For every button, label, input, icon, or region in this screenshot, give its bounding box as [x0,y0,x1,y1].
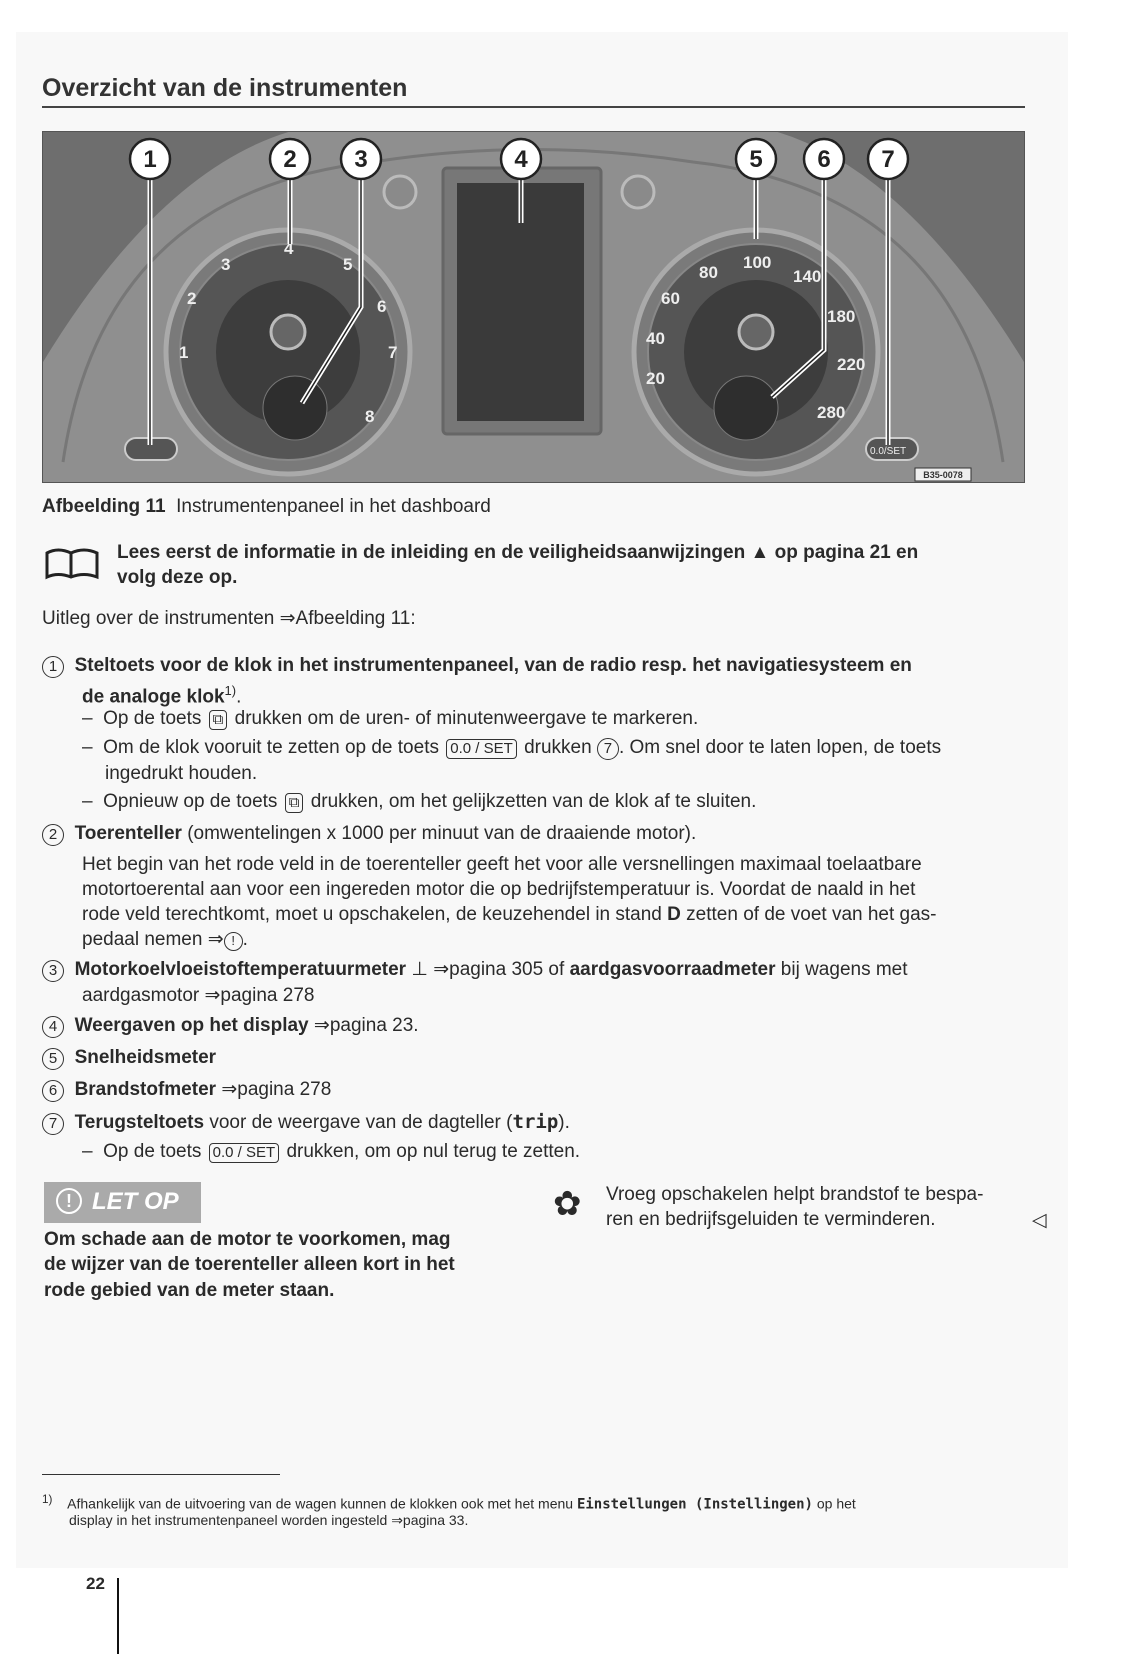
item-title: Weergaven op het display [74,1015,309,1036]
item-3 [42,958,908,982]
item-title: Brandstofmeter [74,1079,217,1100]
caption-label: Afbeelding 11 [42,496,166,517]
page-title: Overzicht van de instrumenten [42,74,408,102]
exclamation-icon: ! [56,1188,82,1214]
item-2-para-line: Het begin van het rode veld in de toerenteller geeft het voor alle versnellingen maximaal toelaatbare [82,854,922,875]
clock-key-icon: ⧉ [209,710,228,730]
clock-key-icon: ⧉ [285,793,304,813]
end-triangle-icon: ◁ [1032,1210,1047,1231]
item-3-cont: aardgasmotor ⇒pagina 278 [82,985,315,1006]
footnote-code: Einstellungen (Instellingen) [576,1496,813,1513]
item-2 [42,822,696,846]
page-margin-line [117,1578,119,1654]
para-text: D [667,904,681,925]
warning-line: Om schade aan de motor te voorkomen, mag [44,1229,451,1250]
book-icon [44,545,100,586]
item-6 [42,1078,331,1102]
item-1-step-2-cont: ingedrukt houden. [105,763,258,784]
item-link[interactable]: ⇒pagina 278 [221,1079,332,1100]
item-link[interactable]: ⇒pagina 305 of [433,959,565,980]
warning-line: rode gebied van de meter staan. [44,1280,335,1301]
tach-label: 6 [377,297,387,316]
para-text: zetten of de voet van het gas- [686,904,937,925]
footnote-text: Afhankelijk van de uitvoering van de wagen kunnen de klokken ook met het menu [67,1495,574,1512]
tach-label: 5 [343,255,353,274]
item-title: Snelheidsmeter [74,1047,217,1068]
item-number: 2 [42,824,64,846]
step-text: drukken om de uren- of minutenweergave te markeren. [234,708,699,729]
tach-label: 7 [388,343,398,362]
speedo-label: 280 [817,403,846,422]
tach-label: 2 [187,289,197,308]
tach-label: 8 [365,407,375,426]
let-op-label: LET OP [92,1188,179,1215]
item-title: Steltoets voor de klok in het instrumentenpaneel, van de radio resp. het navigatiesysteem en [74,655,912,676]
item-text: (omwentelingen x 1000 per minuut van de draaiende motor). [187,823,697,844]
speedo-label: 40 [646,329,665,348]
callout-6: 6 [817,146,831,173]
item-link[interactable]: ⇒pagina 23. [313,1015,419,1036]
note-link[interactable]: op pagina 21 en [774,542,919,563]
tip-line: Vroeg opschakelen helpt brandstof te bespa- [606,1184,984,1205]
item-1-step-3: – Opnieuw op de toets ⧉ drukken, om het gelijkzetten van de klok af te sluiten. [82,791,757,812]
item-1 [42,654,912,678]
instrument-panel-figure [42,131,1025,483]
callout-3: 3 [354,146,368,173]
footnote-rule [42,1474,280,1475]
safety-note-line1 [117,541,918,565]
item-number: 7 [597,738,619,760]
item-7-step-1: – Op de toets 0.0 / SET drukken, om op nul terug te zetten. [82,1141,581,1162]
callout-2: 2 [283,146,297,173]
warning-triangle-icon: ▲ [750,542,770,563]
step-text: Op de toets [103,708,202,729]
tach-label: 3 [221,255,231,274]
callout-1: 1 [143,146,157,173]
page-number: 22 [86,1574,105,1593]
speedo-label: 180 [827,307,856,326]
item-number: 3 [42,960,64,982]
speedo-label: 80 [699,263,718,282]
footnote-text: op het [816,1495,856,1512]
item-number: 1 [42,656,64,678]
item-2-para-line: motortoerental aan voor een ingereden motor die op bedrijfstemperatuur is. Voordat de naald in het [82,879,916,900]
para-text: rode veld terechtkomt, moet u opschakelen, de keuzehendel in stand [82,904,662,925]
coolant-temperature-icon: ⊥ [411,959,428,980]
step-text: Opnieuw op de toets [103,791,278,812]
item-4 [42,1014,419,1038]
note-text: Lees eerst de informatie in de inleiding en de veiligheidsaanwijzingen [117,542,746,563]
speedo-label: 60 [661,289,680,308]
footnote-line: display in het instrumentenpaneel worden ingesteld ⇒pagina 33. [69,1512,469,1528]
step-text: drukken [524,737,592,758]
step-text: drukken, om het gelijkzetten van de klok af te sluiten. [310,791,757,812]
item-number: 5 [42,1048,64,1070]
step-text: Op de toets [103,1141,202,1162]
title-rule [42,106,1025,108]
warning-line: de wijzer van de toerenteller alleen kort in het [44,1254,455,1275]
item-text: voor de weergave van de dagteller ( [209,1112,513,1133]
callout-4: 4 [514,146,528,173]
item-1-step-1: – Op de toets ⧉ drukken om de uren- of minutenweergave te markeren. [82,708,699,729]
item-title: Motorkoelvloeistoftemperatuurmeter [74,959,407,980]
intro-text: Uitleg over de instrumenten ⇒Afbeelding 11: [42,608,416,629]
item-title: de analoge klok [82,686,225,708]
tip-line: ren en bedrijfsgeluiden te verminderen. [606,1209,936,1230]
set-key-label: 0.0 / SET [446,739,517,759]
speedo-label: 100 [743,253,772,272]
tach-label: 1 [179,343,189,362]
speedo-label: 20 [646,369,665,388]
item-title: Toerenteller [74,823,182,844]
item-text: bij wagens met [780,959,908,980]
item-text: ). [558,1112,570,1133]
step-text: . Om snel door te laten lopen, de toets [618,737,942,758]
item-2-para-line [82,903,937,927]
footnote-ref[interactable]: 1) [224,683,237,698]
item-title: aardgasvoorraadmeter [569,959,776,980]
item-2-para-line: pedaal nemen ⇒ ! . [82,929,248,950]
item-number: 7 [42,1113,64,1135]
warning-ref-icon[interactable]: ! [224,932,243,951]
speedo-label: 220 [837,355,866,374]
step-text: Om de klok vooruit te zetten op de toets [103,737,439,758]
para-text: pedaal nemen ⇒ [82,929,224,950]
item-7 [42,1110,570,1135]
footnote-mark: 1) [42,1493,53,1506]
callout-5: 5 [749,146,763,173]
caption-text: Instrumentenpaneel in het dashboard [176,496,491,517]
set-key-label: 0.0 / SET [209,1143,280,1163]
figure-caption [42,495,491,519]
safety-note-line2: volg deze op. [117,567,238,588]
figure-code: B35-0078 [923,470,963,480]
item-title: Terugsteltoets [74,1112,205,1133]
tach-label: 4 [284,239,294,258]
let-op-banner [44,1182,201,1223]
item-5 [42,1046,216,1070]
callout-7: 7 [881,146,895,173]
item-1-step-2: – Om de klok vooruit te zetten op de toets 0.0 / SET drukken 7 . Om snel door te laten lopen, de toets [82,737,942,758]
item-code: trip [512,1111,559,1133]
set-button-label: 0.0/SET [870,446,907,457]
item-number: 6 [42,1080,64,1102]
item-1-title-cont: de analoge klok$^{1)}$. [82,683,242,708]
speedo-label: 140 [793,267,822,286]
item-number: 4 [42,1016,64,1038]
step-text: drukken, om op nul terug te zetten. [286,1141,581,1162]
environment-flower-icon: ✿ [553,1185,582,1223]
